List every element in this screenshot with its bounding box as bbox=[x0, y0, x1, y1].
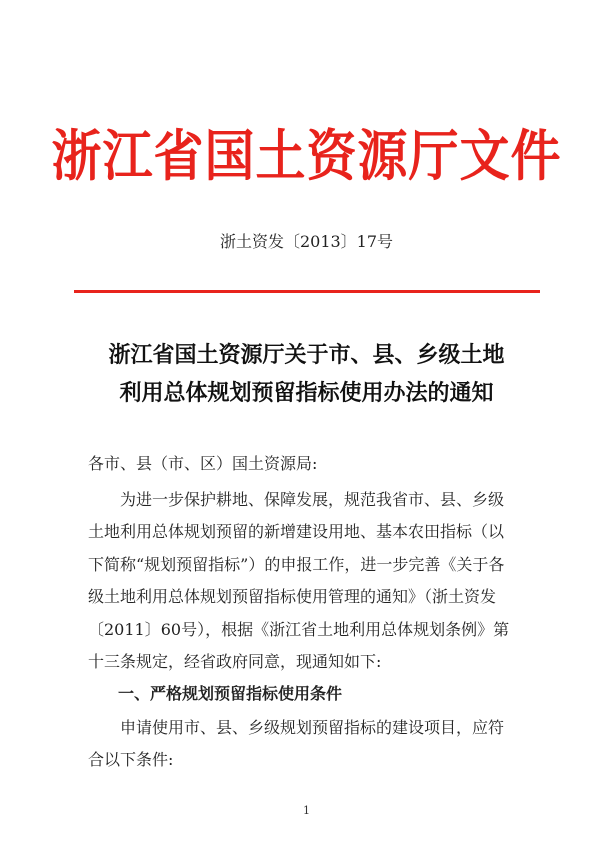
page-number: 1 bbox=[303, 804, 310, 817]
paragraph-line: 十三条规定，经省政府同意，现通知如下: bbox=[88, 652, 382, 672]
paragraph-line: 级土地利用总体规划预留指标使用管理的通知》（浙土资发 bbox=[88, 587, 497, 607]
document-title bbox=[0, 336, 613, 412]
document-number: 浙土资发〔2013〕17号 bbox=[219, 232, 394, 251]
section-heading: 一、严格规划预留指标使用条件 bbox=[118, 684, 343, 703]
paragraph-line: 土地利用总体规划预留的新增建设用地、基本农田指标（以 bbox=[88, 522, 505, 542]
paragraph-line: 〔2011〕60号），根据《浙江省土地利用总体规划条例》第 bbox=[88, 619, 510, 639]
paragraph-1 bbox=[88, 484, 534, 678]
paragraph-line: 合以下条件: bbox=[88, 750, 174, 770]
paragraph-line: 下简称“规划预留指标”）的申报工作，进一步完善《关于各 bbox=[88, 554, 505, 574]
red-divider-line bbox=[74, 290, 540, 293]
title-line-2: 利用总体规划预留指标使用办法的通知 bbox=[119, 380, 494, 406]
salutation: 各市、县（市、区）国土资源局: bbox=[88, 454, 318, 473]
masthead-title: 浙江省国土资源厅文件 bbox=[51, 124, 562, 189]
paragraph-line: 申请使用市、县、乡级规划预留指标的建设项目，应符 bbox=[88, 718, 505, 737]
title-line-1: 浙江省国土资源厅关于市、县、乡级土地 bbox=[108, 342, 505, 368]
paragraph-2 bbox=[88, 712, 534, 777]
paragraph-line: 为进一步保护耕地、保障发展，规范我省市、县、乡级 bbox=[88, 490, 505, 509]
